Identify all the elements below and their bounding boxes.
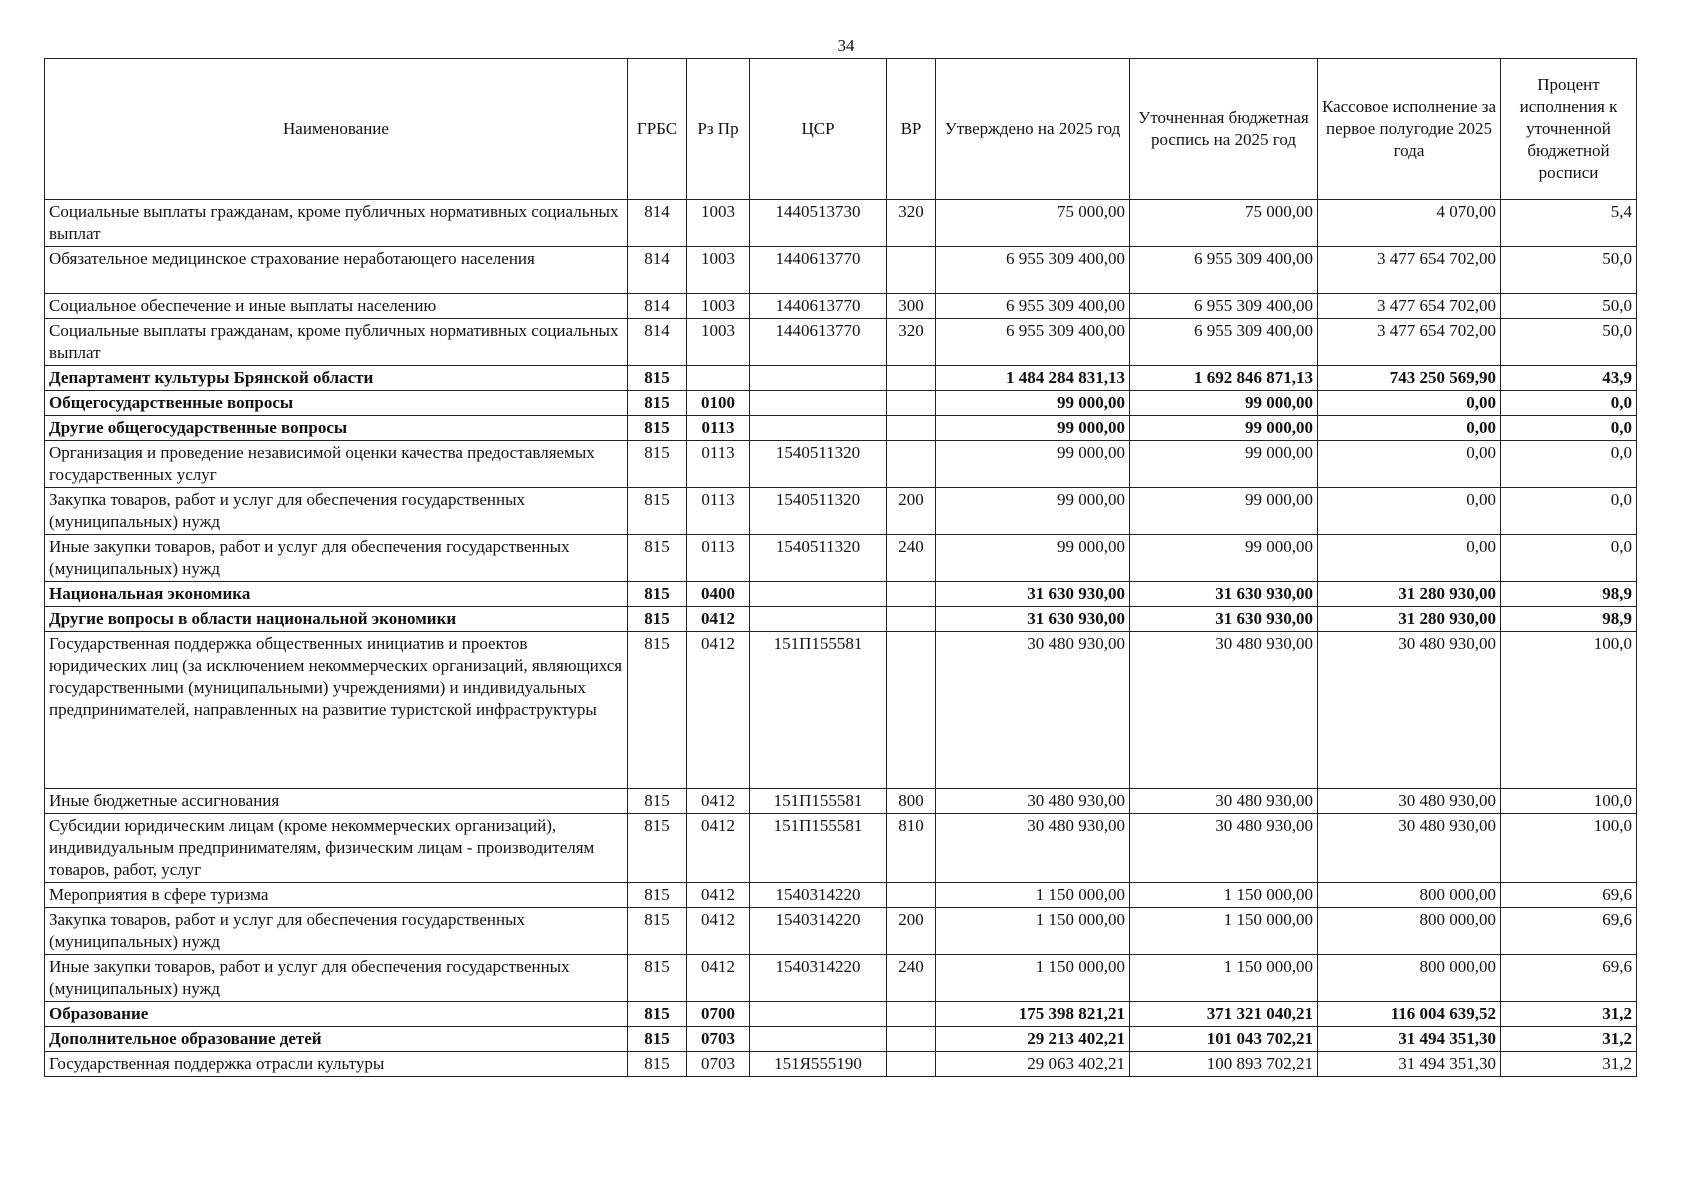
cell-rzpr: 0412 xyxy=(687,955,750,1002)
cell-approved: 175 398 821,21 xyxy=(936,1002,1130,1027)
cell-rzpr: 0412 xyxy=(687,607,750,632)
cell-approved: 29 063 402,21 xyxy=(936,1052,1130,1077)
cell-approved: 99 000,00 xyxy=(936,488,1130,535)
cell-csr xyxy=(750,607,887,632)
cell-approved: 99 000,00 xyxy=(936,441,1130,488)
cell-rzpr: 0100 xyxy=(687,391,750,416)
cell-percent: 69,6 xyxy=(1501,883,1637,908)
cell-refined: 75 000,00 xyxy=(1130,200,1318,247)
header-rzpr: Рз Пр xyxy=(687,59,750,200)
cell-percent: 69,6 xyxy=(1501,908,1637,955)
cell-csr xyxy=(750,416,887,441)
cell-rzpr xyxy=(687,366,750,391)
table-row xyxy=(45,955,1637,1002)
cell-grbs: 814 xyxy=(628,319,687,366)
cell-percent: 69,6 xyxy=(1501,955,1637,1002)
table-row xyxy=(45,535,1637,582)
cell-vr xyxy=(887,441,936,488)
table-row xyxy=(45,908,1637,955)
cell-grbs: 815 xyxy=(628,1052,687,1077)
cell-cash: 800 000,00 xyxy=(1318,883,1501,908)
cell-cash: 743 250 569,90 xyxy=(1318,366,1501,391)
cell-name: Дополнительное образование детей xyxy=(45,1027,628,1052)
cell-rzpr: 0113 xyxy=(687,441,750,488)
table-row xyxy=(45,441,1637,488)
cell-name: Иные закупки товаров, работ и услуг для обеспечения государственных (муниципальных) нужд xyxy=(45,955,628,1002)
table-row xyxy=(45,607,1637,632)
cell-percent: 0,0 xyxy=(1501,441,1637,488)
cell-approved: 31 630 930,00 xyxy=(936,582,1130,607)
cell-rzpr: 1003 xyxy=(687,294,750,319)
cell-cash: 800 000,00 xyxy=(1318,955,1501,1002)
cell-rzpr: 0700 xyxy=(687,1002,750,1027)
cell-cash: 30 480 930,00 xyxy=(1318,789,1501,814)
cell-rzpr: 0400 xyxy=(687,582,750,607)
cell-name: Государственная поддержка общественных инициатив и проектов юридических лиц (за исключением некоммерческих организаций, являющихся государственными (муниципальными) учреждениями) и индивидуальных предпринимателей, направленных на развитие туристской инфраструктуры xyxy=(45,632,628,789)
cell-refined: 30 480 930,00 xyxy=(1130,814,1318,883)
table-row xyxy=(45,488,1637,535)
cell-vr: 200 xyxy=(887,488,936,535)
cell-approved: 99 000,00 xyxy=(936,535,1130,582)
cell-name: Иные закупки товаров, работ и услуг для обеспечения государственных (муниципальных) нужд xyxy=(45,535,628,582)
cell-approved: 30 480 930,00 xyxy=(936,632,1130,789)
cell-csr: 1540511320 xyxy=(750,488,887,535)
cell-rzpr: 0113 xyxy=(687,535,750,582)
cell-vr: 240 xyxy=(887,535,936,582)
cell-approved: 1 150 000,00 xyxy=(936,883,1130,908)
cell-vr xyxy=(887,883,936,908)
cell-refined: 6 955 309 400,00 xyxy=(1130,319,1318,366)
cell-csr: 151П155581 xyxy=(750,789,887,814)
cell-refined: 31 630 930,00 xyxy=(1130,582,1318,607)
cell-grbs: 815 xyxy=(628,908,687,955)
table-row xyxy=(45,789,1637,814)
cell-percent: 0,0 xyxy=(1501,391,1637,416)
cell-approved: 1 484 284 831,13 xyxy=(936,366,1130,391)
cell-grbs: 815 xyxy=(628,416,687,441)
cell-grbs: 815 xyxy=(628,814,687,883)
cell-rzpr: 0113 xyxy=(687,488,750,535)
cell-rzpr: 0703 xyxy=(687,1052,750,1077)
cell-vr: 200 xyxy=(887,908,936,955)
cell-cash: 31 494 351,30 xyxy=(1318,1052,1501,1077)
cell-refined: 1 150 000,00 xyxy=(1130,955,1318,1002)
cell-approved: 31 630 930,00 xyxy=(936,607,1130,632)
cell-refined: 99 000,00 xyxy=(1130,535,1318,582)
cell-cash: 31 494 351,30 xyxy=(1318,1027,1501,1052)
cell-csr xyxy=(750,582,887,607)
table-row xyxy=(45,632,1637,789)
header-grbs: ГРБС xyxy=(628,59,687,200)
cell-cash: 0,00 xyxy=(1318,488,1501,535)
cell-approved: 99 000,00 xyxy=(936,391,1130,416)
cell-cash: 3 477 654 702,00 xyxy=(1318,319,1501,366)
cell-rzpr: 1003 xyxy=(687,247,750,294)
cell-refined: 100 893 702,21 xyxy=(1130,1052,1318,1077)
table-header-row xyxy=(45,59,1637,200)
cell-name: Национальная экономика xyxy=(45,582,628,607)
cell-name: Общегосударственные вопросы xyxy=(45,391,628,416)
cell-name: Закупка товаров, работ и услуг для обеспечения государственных (муниципальных) нужд xyxy=(45,908,628,955)
header-percent: Процент исполнения к уточненной бюджетной росписи xyxy=(1501,59,1637,200)
cell-cash: 3 477 654 702,00 xyxy=(1318,247,1501,294)
cell-name: Социальное обеспечение и иные выплаты населению xyxy=(45,294,628,319)
cell-cash: 4 070,00 xyxy=(1318,200,1501,247)
cell-approved: 6 955 309 400,00 xyxy=(936,294,1130,319)
cell-refined: 6 955 309 400,00 xyxy=(1130,247,1318,294)
table-row xyxy=(45,814,1637,883)
cell-name: Закупка товаров, работ и услуг для обеспечения государственных (муниципальных) нужд xyxy=(45,488,628,535)
cell-grbs: 815 xyxy=(628,488,687,535)
cell-cash: 31 280 930,00 xyxy=(1318,582,1501,607)
cell-percent: 5,4 xyxy=(1501,200,1637,247)
cell-cash: 0,00 xyxy=(1318,416,1501,441)
cell-rzpr: 0113 xyxy=(687,416,750,441)
cell-rzpr: 1003 xyxy=(687,319,750,366)
cell-grbs: 815 xyxy=(628,789,687,814)
cell-percent: 100,0 xyxy=(1501,789,1637,814)
cell-approved: 6 955 309 400,00 xyxy=(936,319,1130,366)
table-row xyxy=(45,366,1637,391)
cell-csr xyxy=(750,391,887,416)
cell-cash: 30 480 930,00 xyxy=(1318,814,1501,883)
cell-csr: 1540314220 xyxy=(750,908,887,955)
cell-grbs: 815 xyxy=(628,366,687,391)
cell-vr: 320 xyxy=(887,200,936,247)
cell-percent: 31,2 xyxy=(1501,1027,1637,1052)
cell-grbs: 815 xyxy=(628,1002,687,1027)
cell-name: Обязательное медицинское страхование неработающего населения xyxy=(45,247,628,294)
cell-vr xyxy=(887,416,936,441)
table-row xyxy=(45,391,1637,416)
cell-refined: 1 150 000,00 xyxy=(1130,908,1318,955)
cell-approved: 75 000,00 xyxy=(936,200,1130,247)
cell-vr xyxy=(887,1052,936,1077)
table-row xyxy=(45,1027,1637,1052)
cell-grbs: 815 xyxy=(628,607,687,632)
table-row xyxy=(45,247,1637,294)
cell-refined: 101 043 702,21 xyxy=(1130,1027,1318,1052)
cell-approved: 99 000,00 xyxy=(936,416,1130,441)
cell-vr xyxy=(887,247,936,294)
cell-name: Образование xyxy=(45,1002,628,1027)
cell-percent: 100,0 xyxy=(1501,814,1637,883)
cell-grbs: 814 xyxy=(628,200,687,247)
cell-name: Департамент культуры Брянской области xyxy=(45,366,628,391)
cell-csr: 1540511320 xyxy=(750,535,887,582)
cell-csr: 1440613770 xyxy=(750,294,887,319)
budget-table xyxy=(44,58,1637,1077)
cell-rzpr: 0412 xyxy=(687,908,750,955)
cell-grbs: 815 xyxy=(628,391,687,416)
cell-name: Другие вопросы в области национальной экономики xyxy=(45,607,628,632)
cell-name: Социальные выплаты гражданам, кроме публичных нормативных социальных выплат xyxy=(45,200,628,247)
cell-grbs: 815 xyxy=(628,1027,687,1052)
cell-csr: 1440513730 xyxy=(750,200,887,247)
cell-percent: 0,0 xyxy=(1501,535,1637,582)
cell-grbs: 815 xyxy=(628,535,687,582)
cell-approved: 1 150 000,00 xyxy=(936,908,1130,955)
cell-name: Иные бюджетные ассигнования xyxy=(45,789,628,814)
cell-csr: 151Я555190 xyxy=(750,1052,887,1077)
cell-refined: 31 630 930,00 xyxy=(1130,607,1318,632)
cell-refined: 99 000,00 xyxy=(1130,416,1318,441)
cell-refined: 371 321 040,21 xyxy=(1130,1002,1318,1027)
cell-grbs: 814 xyxy=(628,294,687,319)
cell-name: Другие общегосударственные вопросы xyxy=(45,416,628,441)
cell-refined: 1 150 000,00 xyxy=(1130,883,1318,908)
table-row xyxy=(45,582,1637,607)
cell-approved: 29 213 402,21 xyxy=(936,1027,1130,1052)
cell-csr xyxy=(750,1002,887,1027)
cell-cash: 0,00 xyxy=(1318,391,1501,416)
cell-vr: 320 xyxy=(887,319,936,366)
cell-refined: 30 480 930,00 xyxy=(1130,632,1318,789)
cell-approved: 30 480 930,00 xyxy=(936,789,1130,814)
header-refined: Уточненная бюджетная роспись на 2025 год xyxy=(1130,59,1318,200)
cell-refined: 99 000,00 xyxy=(1130,391,1318,416)
table-row xyxy=(45,294,1637,319)
cell-refined: 99 000,00 xyxy=(1130,441,1318,488)
cell-csr: 151П155581 xyxy=(750,814,887,883)
cell-refined: 1 692 846 871,13 xyxy=(1130,366,1318,391)
header-vr: ВР xyxy=(887,59,936,200)
header-name: Наименование xyxy=(45,59,628,200)
cell-vr xyxy=(887,582,936,607)
cell-rzpr: 0412 xyxy=(687,789,750,814)
cell-percent: 0,0 xyxy=(1501,488,1637,535)
cell-rzpr: 1003 xyxy=(687,200,750,247)
cell-cash: 0,00 xyxy=(1318,535,1501,582)
cell-grbs: 815 xyxy=(628,441,687,488)
cell-name: Государственная поддержка отрасли культуры xyxy=(45,1052,628,1077)
cell-percent: 0,0 xyxy=(1501,416,1637,441)
table-row xyxy=(45,1002,1637,1027)
cell-cash: 116 004 639,52 xyxy=(1318,1002,1501,1027)
cell-vr xyxy=(887,1027,936,1052)
cell-grbs: 815 xyxy=(628,632,687,789)
table-row xyxy=(45,200,1637,247)
cell-vr: 800 xyxy=(887,789,936,814)
cell-percent: 98,9 xyxy=(1501,582,1637,607)
cell-vr xyxy=(887,1002,936,1027)
cell-name: Мероприятия в сфере туризма xyxy=(45,883,628,908)
table-row xyxy=(45,319,1637,366)
cell-approved: 1 150 000,00 xyxy=(936,955,1130,1002)
cell-approved: 6 955 309 400,00 xyxy=(936,247,1130,294)
cell-grbs: 814 xyxy=(628,247,687,294)
cell-csr xyxy=(750,366,887,391)
cell-cash: 800 000,00 xyxy=(1318,908,1501,955)
cell-csr xyxy=(750,1027,887,1052)
cell-percent: 100,0 xyxy=(1501,632,1637,789)
cell-refined: 99 000,00 xyxy=(1130,488,1318,535)
cell-grbs: 815 xyxy=(628,582,687,607)
cell-refined: 30 480 930,00 xyxy=(1130,789,1318,814)
cell-refined: 6 955 309 400,00 xyxy=(1130,294,1318,319)
cell-csr: 1540511320 xyxy=(750,441,887,488)
header-csr: ЦСР xyxy=(750,59,887,200)
cell-rzpr: 0412 xyxy=(687,814,750,883)
header-approved: Утверждено на 2025 год xyxy=(936,59,1130,200)
table-row xyxy=(45,416,1637,441)
cell-vr: 300 xyxy=(887,294,936,319)
cell-vr: 240 xyxy=(887,955,936,1002)
cell-percent: 31,2 xyxy=(1501,1002,1637,1027)
cell-percent: 50,0 xyxy=(1501,294,1637,319)
cell-rzpr: 0412 xyxy=(687,883,750,908)
cell-csr: 151П155581 xyxy=(750,632,887,789)
cell-percent: 43,9 xyxy=(1501,366,1637,391)
cell-vr xyxy=(887,391,936,416)
cell-name: Социальные выплаты гражданам, кроме публичных нормативных социальных выплат xyxy=(45,319,628,366)
cell-grbs: 815 xyxy=(628,955,687,1002)
cell-csr: 1440613770 xyxy=(750,247,887,294)
cell-percent: 31,2 xyxy=(1501,1052,1637,1077)
header-cash: Кассовое исполнение за первое полугодие 2025 года xyxy=(1318,59,1501,200)
cell-cash: 30 480 930,00 xyxy=(1318,632,1501,789)
cell-name: Организация и проведение независимой оценки качества предоставляемых государственных услуг xyxy=(45,441,628,488)
cell-cash: 3 477 654 702,00 xyxy=(1318,294,1501,319)
table-row xyxy=(45,1052,1637,1077)
cell-cash: 31 280 930,00 xyxy=(1318,607,1501,632)
cell-vr xyxy=(887,632,936,789)
cell-name: Субсидии юридическим лицам (кроме некоммерческих организаций), индивидуальным предпринимателям, физическим лицам - производителям товаров, работ, услуг xyxy=(45,814,628,883)
cell-percent: 98,9 xyxy=(1501,607,1637,632)
cell-vr xyxy=(887,366,936,391)
cell-vr: 810 xyxy=(887,814,936,883)
table-row xyxy=(45,883,1637,908)
cell-vr xyxy=(887,607,936,632)
cell-rzpr: 0412 xyxy=(687,632,750,789)
cell-csr: 1540314220 xyxy=(750,883,887,908)
cell-approved: 30 480 930,00 xyxy=(936,814,1130,883)
cell-percent: 50,0 xyxy=(1501,247,1637,294)
cell-cash: 0,00 xyxy=(1318,441,1501,488)
cell-csr: 1540314220 xyxy=(750,955,887,1002)
cell-csr: 1440613770 xyxy=(750,319,887,366)
cell-grbs: 815 xyxy=(628,883,687,908)
cell-rzpr: 0703 xyxy=(687,1027,750,1052)
page-number: 34 xyxy=(837,36,855,55)
cell-percent: 50,0 xyxy=(1501,319,1637,366)
